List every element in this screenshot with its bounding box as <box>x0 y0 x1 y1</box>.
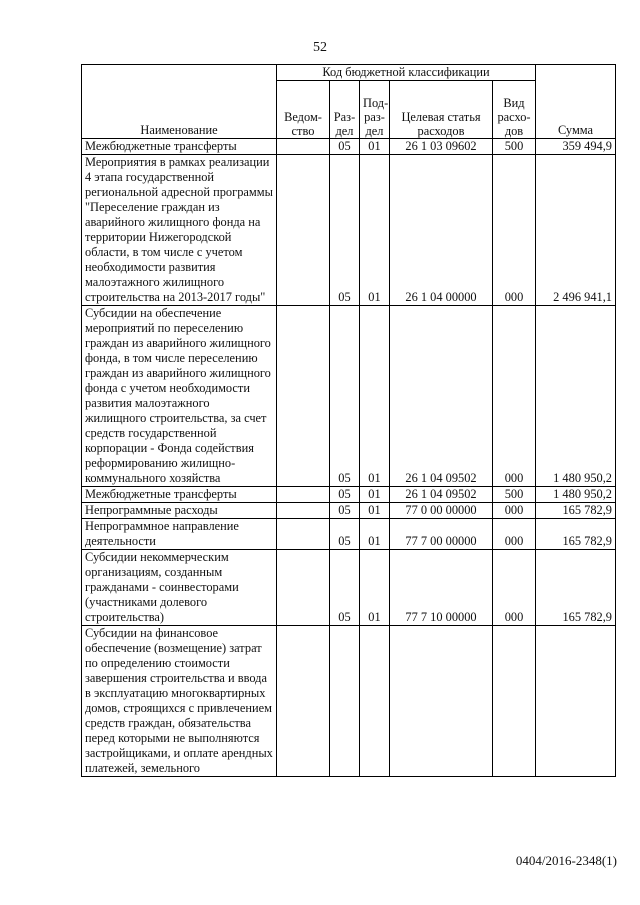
cell-target-article: 26 1 04 09502 <box>390 306 493 487</box>
cell-name: Непрограммное направление деятельности <box>82 519 277 550</box>
cell-name: Межбюджетные трансферты <box>82 487 277 503</box>
cell-section: 05 <box>330 139 360 155</box>
cell-subsection: 01 <box>360 487 390 503</box>
col-header-target-article: Целевая статья расходов <box>390 81 493 139</box>
cell-section <box>330 626 360 777</box>
table-row <box>82 139 616 155</box>
cell-section: 05 <box>330 155 360 306</box>
cell-department <box>277 139 330 155</box>
cell-name: Межбюджетные трансферты <box>82 139 277 155</box>
cell-amount: 165 782,9 <box>536 550 616 626</box>
table-row <box>82 519 616 550</box>
cell-section: 05 <box>330 487 360 503</box>
cell-name: Субсидии на финансовое обеспечение (возмещение) затрат по определению стоимости завершения строительства и ввода в эксплуатацию многоквартирных домов, строящихся с привлечением средств граждан, обязательства перед которыми не выполняются застройщиками, и оплате арендных платежей, земельного <box>82 626 277 777</box>
col-header-amount: Сумма <box>536 65 616 139</box>
table-body <box>82 139 616 777</box>
table-row <box>82 503 616 519</box>
cell-target-article: 26 1 03 09602 <box>390 139 493 155</box>
cell-subsection: 01 <box>360 503 390 519</box>
cell-expense-type <box>493 626 536 777</box>
cell-target-article: 26 1 04 00000 <box>390 155 493 306</box>
cell-target-article <box>390 626 493 777</box>
cell-target-article: 77 0 00 00000 <box>390 503 493 519</box>
cell-subsection: 01 <box>360 139 390 155</box>
cell-department <box>277 550 330 626</box>
cell-name: Субсидии на обеспечение мероприятий по переселению граждан из аварийного жилищного фонда, в том числе переселению граждан из аварийного жилищного фонда с учетом необходимости развития малоэтажного жилищного строительства, за счет средств государственной корпорации - Фонда содействия реформированию жилищно-коммунального хозяйства <box>82 306 277 487</box>
cell-department <box>277 155 330 306</box>
cell-expense-type: 000 <box>493 503 536 519</box>
cell-amount: 1 480 950,2 <box>536 306 616 487</box>
cell-name: Мероприятия в рамках реализации 4 этапа государственной региональной адресной программы "Переселение граждан из аварийного жилищного фонда на территории Нижегородской области, в том числе с учетом необходимости развития малоэтажного жилищного строительства на 2013-2017 годы" <box>82 155 277 306</box>
col-header-classification: Код бюджетной классификации <box>277 65 536 81</box>
table-row <box>82 306 616 487</box>
cell-department <box>277 626 330 777</box>
cell-department <box>277 503 330 519</box>
cell-name: Субсидии некоммерческим организациям, созданным гражданами - соинвесторами (участниками долевого строительства) <box>82 550 277 626</box>
cell-amount: 1 480 950,2 <box>536 487 616 503</box>
cell-expense-type: 000 <box>493 519 536 550</box>
cell-expense-type: 000 <box>493 306 536 487</box>
cell-section: 05 <box>330 306 360 487</box>
cell-target-article: 26 1 04 09502 <box>390 487 493 503</box>
cell-subsection: 01 <box>360 519 390 550</box>
cell-amount <box>536 626 616 777</box>
cell-amount: 165 782,9 <box>536 503 616 519</box>
cell-amount: 359 494,9 <box>536 139 616 155</box>
page-number: 52 <box>313 40 327 55</box>
cell-expense-type: 000 <box>493 155 536 306</box>
cell-section: 05 <box>330 503 360 519</box>
table-row <box>82 155 616 306</box>
cell-department <box>277 487 330 503</box>
col-header-name: Наименование <box>82 65 277 139</box>
cell-subsection <box>360 626 390 777</box>
cell-subsection: 01 <box>360 550 390 626</box>
cell-expense-type: 500 <box>493 487 536 503</box>
cell-name: Непрограммные расходы <box>82 503 277 519</box>
table-row <box>82 550 616 626</box>
header-row-top <box>82 65 616 81</box>
table-row <box>82 626 616 777</box>
cell-amount: 165 782,9 <box>536 519 616 550</box>
col-header-expense-type: Вид расхо-дов <box>493 81 536 139</box>
cell-target-article: 77 7 10 00000 <box>390 550 493 626</box>
cell-subsection: 01 <box>360 306 390 487</box>
cell-target-article: 77 7 00 00000 <box>390 519 493 550</box>
cell-department <box>277 306 330 487</box>
budget-table <box>81 64 616 777</box>
cell-expense-type: 000 <box>493 550 536 626</box>
cell-subsection: 01 <box>360 155 390 306</box>
document-code: 0404/2016-2348(1) <box>515 853 617 868</box>
cell-expense-type: 500 <box>493 139 536 155</box>
col-header-section: Раз-дел <box>330 81 360 139</box>
cell-department <box>277 519 330 550</box>
cell-section: 05 <box>330 519 360 550</box>
col-header-subsection: Под-раз-дел <box>360 81 390 139</box>
cell-section: 05 <box>330 550 360 626</box>
cell-amount: 2 496 941,1 <box>536 155 616 306</box>
table-row <box>82 487 616 503</box>
col-header-department: Ведом-ство <box>277 81 330 139</box>
